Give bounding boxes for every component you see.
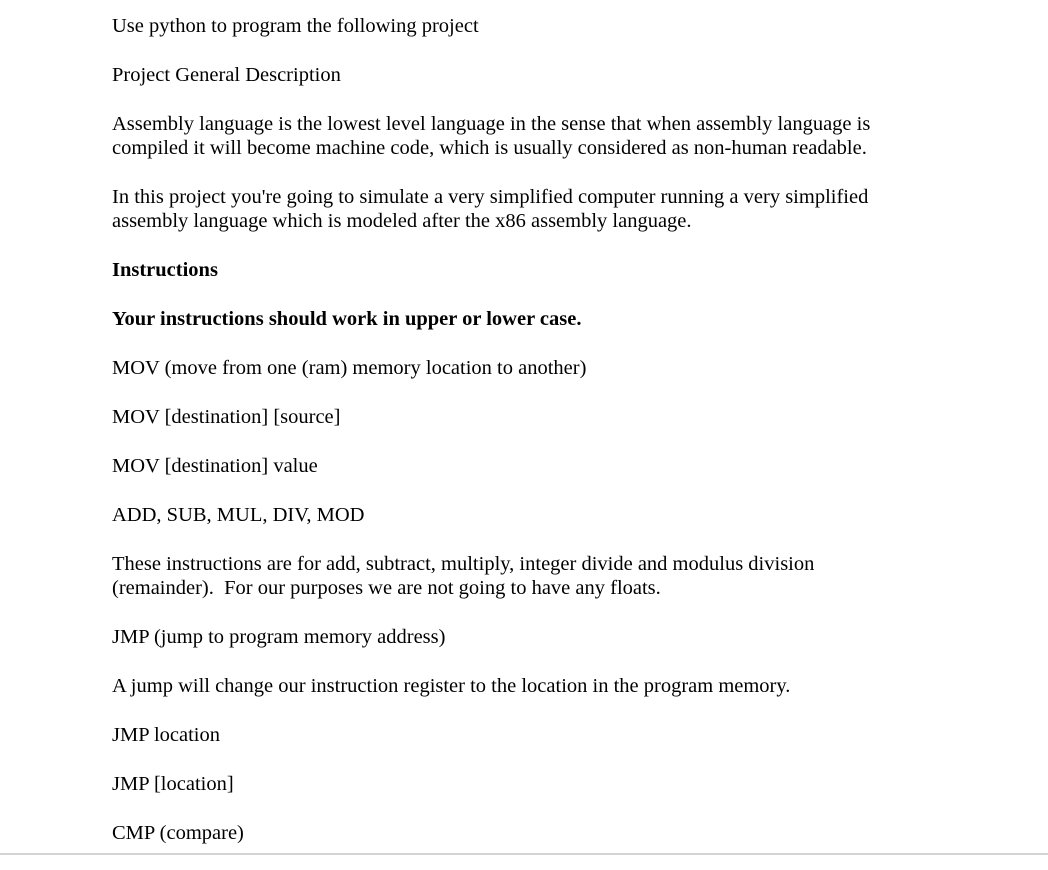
intro-line: Use python to program the following project — [112, 15, 479, 37]
mov-syntax-source: MOV [destination] [source] — [112, 406, 341, 428]
document-body — [112, 14, 912, 870]
case-note: Your instructions should work in upper or lower case. — [112, 308, 582, 330]
jmp-description: JMP (jump to program memory address) — [112, 626, 446, 648]
paragraph-assembly-language: Assembly language is the lowest level language in the sense that when assembly language is compiled it will become machine code, which is usually considered as non-human readable. — [112, 113, 871, 159]
cmp-description: CMP (compare) — [112, 822, 244, 844]
jmp-syntax-location: JMP location — [112, 724, 221, 746]
mov-description: MOV (move from one (ram) memory location to another) — [112, 357, 587, 379]
section-heading-instructions: Instructions — [112, 259, 218, 281]
section-heading-general-description: Project General Description — [112, 64, 341, 86]
jmp-syntax-indirect: JMP [location] — [112, 773, 234, 795]
arithmetic-instructions: ADD, SUB, MUL, DIV, MOD — [112, 504, 365, 526]
jmp-explanation: A jump will change our instruction register to the location in the program memory. — [112, 675, 791, 697]
paragraph-project-overview: In this project you're going to simulate a very simplified computer running a very simplified assembly language which is modeled after the x86 assembly language. — [112, 186, 869, 232]
mov-syntax-value: MOV [destination] value — [112, 455, 318, 477]
arithmetic-description: These instructions are for add, subtract, multiply, integer divide and modulus division (remainder). For our purposes we are not going to have any floats. — [112, 553, 815, 599]
